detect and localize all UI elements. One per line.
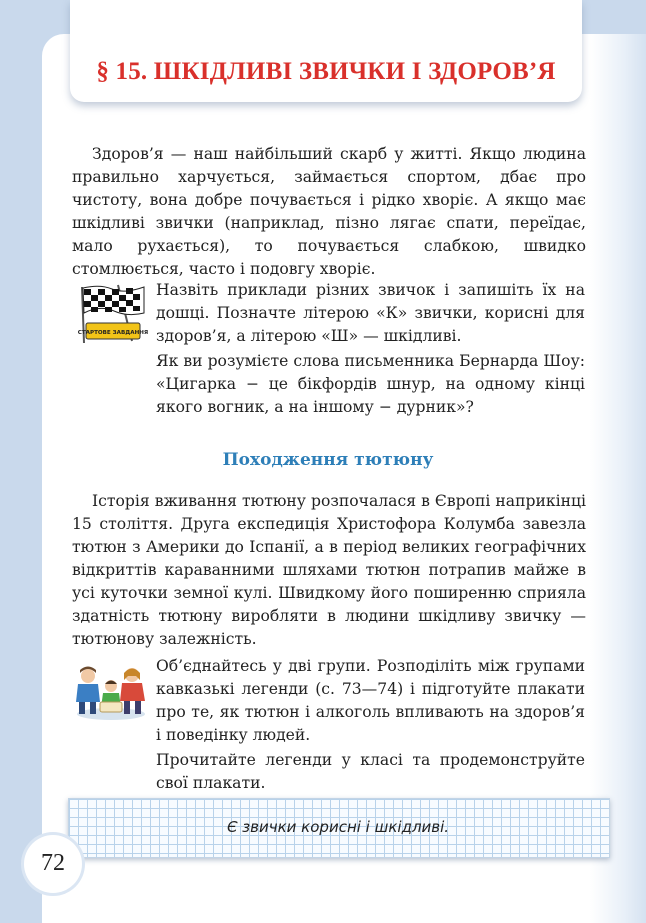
- note-text: Є звички корисні і шкідливі.: [226, 818, 450, 836]
- start-task-emblem: [72, 283, 150, 345]
- start-task-item: Як ви розумієте слова письменника Бернарда Шоу: «Цигарка − це бікфордів шнур, на одному кінці якого вогник, а на іншому − дурник»?: [156, 352, 585, 416]
- intro-paragraph: Здоров’я — наш найбільший скарб у житті. Якщо людина правильно харчується, займається спортом, дбає про чистоту, вона добре почувається і рідко хворіє. А якщо має шкідливі звички (наприклад, пізно лягає спати, переїдає, мало рухається), то почувається слабкою, швидко стомлюється, часто і подовгу хворіє.: [72, 145, 586, 278]
- section-heading: Походження тютюну: [222, 450, 434, 470]
- section-paragraph: Історія вживання тютюну розпочалася в Європі наприкінці 15 століття. Друга експедиція Христофора Колумба завезла тютюн з Америки до Іспанії, а в період великих географічних відкриттів караванними шляхами тютюн потрапив майже в усі куточки земної кулі. Швидкому його поширенню сприяла здатність тютюну виробляти в людини шкідливу звичку — тютюнову залежність.: [72, 492, 586, 648]
- page-title: § 15. ШКІДЛИВІ ЗВИЧКИ І ЗДОРОВ’Я: [96, 58, 556, 85]
- page-edge: [590, 34, 646, 923]
- page-number: 72: [41, 850, 65, 876]
- group-work-icon: [70, 658, 152, 724]
- checkered-flag-icon: [72, 283, 150, 345]
- title-box: [70, 0, 582, 102]
- start-task-item: Назвіть приклади різних звичок і запишіть їх на дошці. Позначте літерою «К» звички, корисні для здоров’я, а літерою «Ш» — шкідливі.: [156, 281, 585, 345]
- group-task-item: Прочитайте легенди у класі та продемонструйте свої плакати.: [156, 751, 585, 792]
- group-task-item: Об’єднайтесь у дві групи. Розподіліть між групами кавказькі легенди (с. 73—74) і підготуйте плакати про те, як тютюн і алкоголь впливають на здоров’я і поведінку людей.: [156, 657, 585, 744]
- start-task-badge: СТАРТОВЕ ЗАВДАННЯ: [77, 330, 149, 336]
